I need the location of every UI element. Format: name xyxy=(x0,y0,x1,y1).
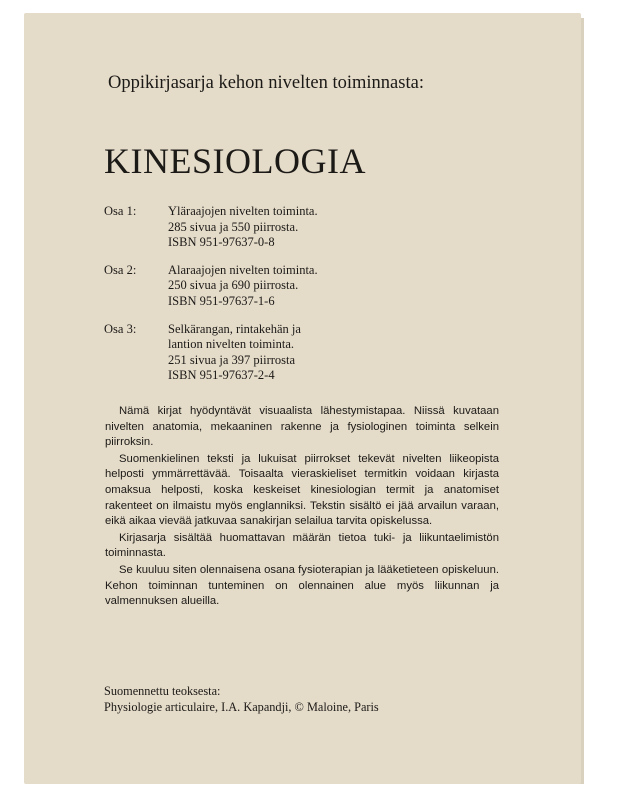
volume-label: Osa 1: xyxy=(104,204,137,218)
volume-pages: 285 sivua ja 550 piirrosta. xyxy=(168,219,299,234)
paragraph: Se kuuluu siten olennaisena osana fysioterapian ja lääketieteen opiskeluun. Kehon toiminnan tunteminen on olennainen alue myös liikunnan ja valmennuksen alueilla. xyxy=(105,563,499,608)
book-back-cover xyxy=(24,13,581,784)
volume-2 xyxy=(104,263,318,310)
paragraph: Kirjasarja sisältää huomattavan määrän tietoa tuki- ja liikuntaelimistön toiminnasta. xyxy=(105,531,499,560)
volume-isbn: ISBN 951-97637-1-6 xyxy=(168,293,275,308)
volume-label: Osa 2: xyxy=(104,262,137,277)
volume-title: Yläraajojen nivelten toiminta. xyxy=(168,204,318,218)
volume-title: Alaraajojen nivelten toiminta. xyxy=(168,262,318,277)
volume-3 xyxy=(104,322,318,384)
paragraph: Suomenkielinen teksti ja lukuisat piirrokset tekevät nivelten liikeopista helposti ymmärrettävää. Toisaalta vieraskieliset termitkin voidaan kirjasta omaksua helposti, koska keskeiset kinesiologian termit ja anatomiset rakenteet on ilmaistu myös englanniksi. Tekstin sisältö ei jää arvailun varaan, eikä aikaa vievää jatkuvaa sanakirjan selailua tarvita opiskelussa. xyxy=(105,452,499,528)
volume-list xyxy=(104,204,318,396)
series-title: Oppikirjasarja kehon nivelten toiminnasta: xyxy=(108,73,424,93)
volume-1 xyxy=(104,204,318,251)
volume-title: Selkärangan, rintakehän ja xyxy=(168,321,301,336)
paragraph: Nämä kirjat hyödyntävät visuaalista lähestymistapaa. Niissä kuvataan nivelten anatomia, mekaaninen rakenne ja fysiologinen toiminta selkein piirroksin. xyxy=(105,405,499,449)
credits-source: Physiologie articulaire, I.A. Kapandji, © Maloine, Paris xyxy=(104,700,379,714)
volume-isbn: ISBN 951-97637-0-8 xyxy=(168,235,275,250)
description xyxy=(105,404,499,611)
volume-title-cont: lantion nivelten toiminta. xyxy=(168,337,295,352)
translation-credits xyxy=(104,683,379,715)
volume-isbn: ISBN 951-97637-2-4 xyxy=(168,368,275,383)
main-title: KINESIOLOGIA xyxy=(104,141,366,181)
volume-pages: 251 sivua ja 397 piirrosta xyxy=(168,352,296,367)
volume-pages: 250 sivua ja 690 piirrosta. xyxy=(168,278,299,293)
volume-label: Osa 3: xyxy=(104,321,137,336)
credits-heading: Suomennettu teoksesta: xyxy=(104,684,221,698)
